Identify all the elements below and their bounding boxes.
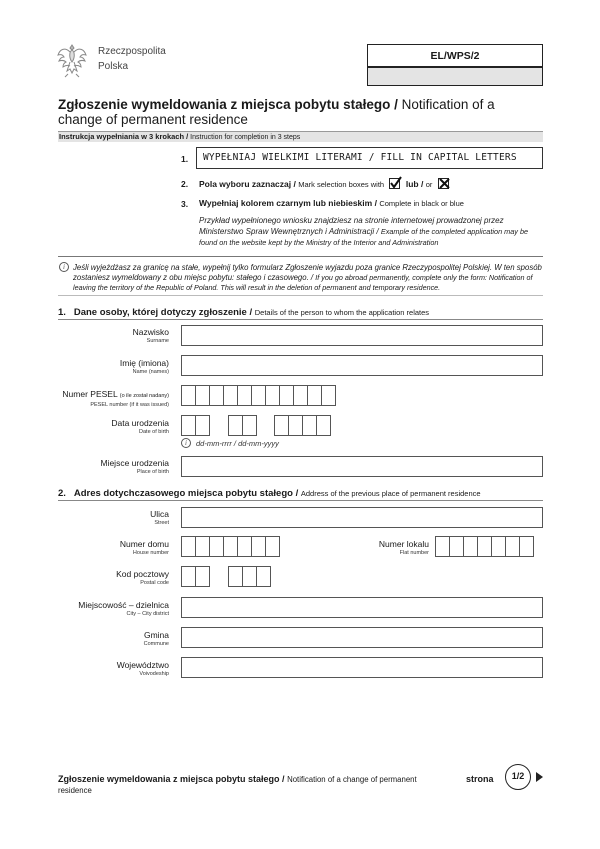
- dob-year-input[interactable]: [274, 415, 330, 436]
- surname-label: Nazwisko Surname: [132, 327, 169, 344]
- info-note: Jeśli wyjeżdżasz za granicę na stałe, wypełnij tylko formularz Zgłoszenie wyjazdu poza granice Rzeczypospolitej Polskiej. W ten sposób zostaniesz wymeldowany z obu miejsc pobytu: stałego i czasowego. / If you go abroad permanently, complete only the form: Notification of leaving the territory of the Republic of Poland. This will result in the deletion of permanent and temporary residence.: [73, 263, 542, 292]
- street-label: Ulica Street: [150, 509, 169, 526]
- cross-example-icon: [438, 178, 449, 189]
- city-input[interactable]: [181, 597, 543, 618]
- flat-number-input[interactable]: [435, 536, 533, 557]
- section-1-rule: [58, 319, 543, 320]
- dob-label: Data urodzenia Date of birth: [111, 418, 169, 435]
- section-2-heading: 2. Adres dotychczasowego miejsca pobytu stałego / Address of the previous place of permanent residence: [58, 488, 481, 499]
- dob-day-input[interactable]: [181, 415, 209, 436]
- names-label: Imię (imiona) Name (names): [119, 358, 169, 375]
- postal-code-part2-input[interactable]: [228, 566, 270, 587]
- page-label: strona: [466, 774, 494, 784]
- next-page-arrow-icon[interactable]: [536, 772, 543, 782]
- dob-format-hint: dd-mm-rrrr / dd-mm-yyyy: [196, 439, 279, 448]
- office-use-field: [368, 68, 542, 85]
- postal-code-part1-input[interactable]: [181, 566, 209, 587]
- form-code-box: [367, 44, 543, 86]
- pesel-label: Numer PESEL (o ile został nadany) PESEL number (if it was issued): [62, 389, 169, 408]
- house-number-label: Numer domu House number: [119, 539, 169, 556]
- info-icon: i: [59, 262, 69, 272]
- street-input[interactable]: [181, 507, 543, 528]
- country-name: Rzeczpospolita Polska: [98, 46, 166, 72]
- info-icon: i: [181, 438, 191, 448]
- step-1-number: 1.: [181, 154, 189, 164]
- example-note: Przykład wypełnionego wniosku znajdziesz na stronie internetowej prowadzonej przez Ministerstwo Spraw Wewnętrznych i Administracji / Example of the completed application may be found on the website kept by the Ministry of the Interior and Administration: [199, 216, 529, 247]
- page-title: Zgłoszenie wymeldowania z miejsca pobytu stałego / Notification of a change of permanent residence: [58, 97, 495, 127]
- divider: [58, 295, 543, 296]
- step-2-number: 2.: [181, 179, 189, 189]
- dob-month-input[interactable]: [228, 415, 256, 436]
- divider: [58, 256, 543, 257]
- page-number: 1/2: [505, 764, 531, 790]
- section-2-rule: [58, 500, 543, 501]
- step-1-capital-letters: WYPEŁNIAJ WIELKIMI LITERAMI / FILL IN CAPITAL LETTERS: [196, 147, 543, 169]
- footer-title: Zgłoszenie wymeldowania z miejsca pobytu stałego / Notification of a change of permanent residence: [58, 774, 417, 795]
- city-label: Miejscowość – dzielnica City – City district: [78, 600, 169, 617]
- pob-label: Miejsce urodzenia Place of birth: [100, 458, 169, 475]
- voivodeship-input[interactable]: [181, 657, 543, 678]
- commune-input[interactable]: [181, 627, 543, 648]
- checkmark-example-icon: [389, 178, 400, 189]
- pob-input[interactable]: [181, 456, 543, 477]
- section-1-heading: 1. Dane osoby, której dotyczy zgłoszenie / Details of the person to whom the application relates: [58, 307, 430, 318]
- step-3-text: Wypełniaj kolorem czarnym lub niebieskim / Complete in black or blue: [199, 198, 464, 208]
- polish-eagle-emblem-icon: [57, 41, 87, 79]
- commune-label: Gmina Commune: [143, 630, 169, 647]
- flat-number-label: Numer lokalu Flat number: [378, 539, 429, 556]
- step-2-text: Pola wyboru zaznaczaj / Mark selection boxes with lub / or: [199, 178, 452, 189]
- house-number-input[interactable]: [181, 536, 279, 557]
- surname-input[interactable]: [181, 325, 543, 346]
- pesel-input[interactable]: [181, 385, 335, 406]
- voivodeship-label: Województwo Voivodeship: [116, 660, 169, 677]
- names-input[interactable]: [181, 355, 543, 376]
- form-code: EL/WPS/2: [368, 45, 542, 68]
- postal-code-label: Kod pocztowy Postal code: [116, 569, 169, 586]
- step-3-number: 3.: [181, 199, 189, 209]
- instructions-bar: Instrukcja wypełniania w 3 krokach / Instruction for completion in 3 steps: [58, 131, 543, 142]
